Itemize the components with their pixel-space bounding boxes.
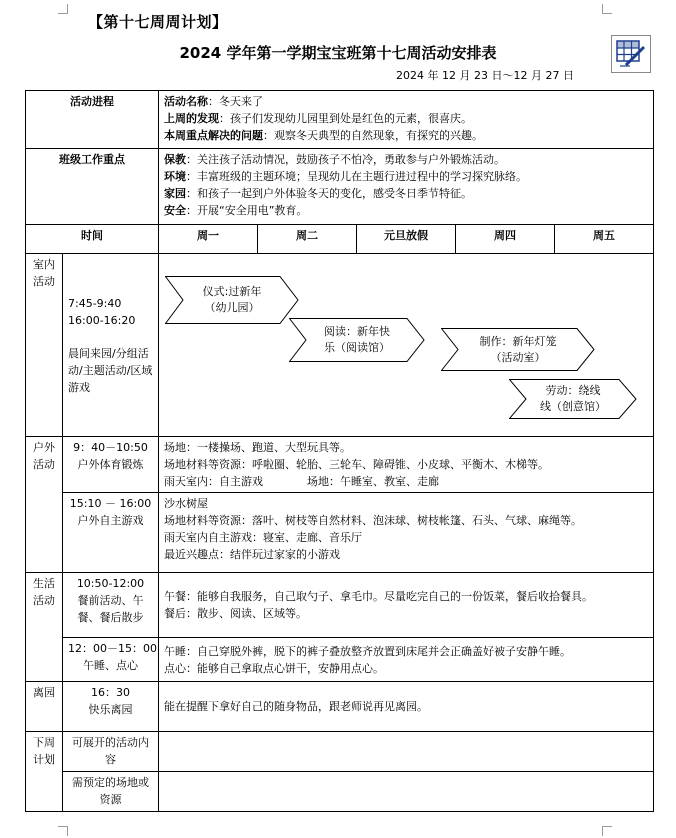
row-class-focus [26,149,654,225]
nap-content [159,638,654,682]
date-range: 2024 年 12 月 23 日～12 月 27 日 [396,69,574,82]
outdoor-free-time: 15:10 － 16:00 户外自主游戏 [63,493,159,573]
corner-mark-bottom-right [602,826,612,836]
corner-mark-top-left [58,4,68,14]
day-header-tue: 周二 [258,225,357,254]
row-next-week-activities [26,732,654,772]
indoor-description: 晨间来园/分组活动/主题活动/区域游戏 [68,346,153,394]
flow-arrow-line: 劳动：绕线 [545,384,601,397]
day-header-mon: 周一 [159,225,258,254]
outdoor-free-content [159,493,654,573]
next-week-resources-content[interactable] [159,772,654,812]
focus-item: 保教：关注孩子活动情况，鼓励孩子不怕冷，勇敢参与户外锻炼活动。 [164,153,505,166]
activity-progress-label: 活动进程 [26,91,159,149]
outdoor-interest-line: 最近兴趣点：结伴玩过家家的小游戏 [164,548,340,561]
last-week-discovery-line: 上周的发现：孩子们发现幼儿园里到处是红色的元素，很喜庆。 [164,112,472,125]
corner-mark-bottom-left [58,826,68,836]
nap-line: 午睡：自己穿脱外裤，脱下的裤子叠放整齐放置到床尾并会正确盖好被子安静午睡。 [164,644,571,658]
next-week-activities-label: 可展开的活动内容 [63,732,159,772]
after-lunch-line: 餐后：散步、阅读、区域等。 [164,607,307,620]
outdoor-label: 户外活动 [26,437,63,573]
row-nap [26,638,654,682]
day-header-fri: 周五 [555,225,654,254]
activity-name-line: 活动名称：冬天来了 [164,95,263,108]
nap-time: 12：00－15：00 午睡、点心 [63,638,159,682]
row-lunch [26,573,654,638]
flow-arrow-line: 制作：新年灯笼 [479,334,557,348]
weekly-problem-line: 本周重点解决的问题：观察冬天典型的自然现象，有探究的兴趣。 [164,129,483,142]
flow-arrow-line: 线（创意馆） [540,400,606,413]
outdoor-sports-time: 9：40－10:50 户外体育锻炼 [63,437,159,493]
next-week-label: 下周计划 [26,732,63,812]
corner-mark-top-right [602,4,612,14]
flow-arrow-line: 仪式:过新年 [202,285,262,298]
indoor-time-cell [63,254,159,437]
day-header-thu: 周四 [456,225,555,254]
outdoor-materials-line: 场地材料等资源：呼啦圈、轮胎、三轮车、障碍锥、小皮球、平衡木、木梯等。 [164,458,549,471]
flow-arrow-line: 乐（阅读馆） [324,341,390,354]
lunch-time: 10:50-12:00 餐前活动、午餐、餐后散步 [63,573,159,638]
schedule-table [25,90,654,812]
grid-pen-icon[interactable] [611,35,651,73]
indoor-flow [159,254,654,437]
focus-item: 家园：和孩子一起到户外体验冬天的变化，感受冬日季节特征。 [164,187,472,200]
snack-line: 点心：能够自己拿取点心饼干，安静用点心。 [164,661,384,675]
class-focus-label: 班级工作重点 [26,149,159,225]
leave-label: 离园 [26,682,63,732]
next-week-activities-content[interactable] [159,732,654,772]
flow-arrow-line: 阅读：新年快 [324,325,390,338]
row-outdoor-sports [26,437,654,493]
flow-arrow-line: （活动室） [490,350,546,364]
row-leave [26,682,654,732]
outdoor-rain-line: 雨天室内自主游戏：寝室、走廊、音乐厅 [164,531,362,544]
leave-time: 16：30 快乐离园 [63,682,159,732]
week-plan-label: 【第十七周周计划】 [88,13,228,31]
indoor-time-morning: 7:45-9:40 [68,296,122,310]
row-indoor [26,254,654,437]
next-week-resources-label: 需预定的场地或资源 [63,772,159,812]
row-days-header [26,225,654,254]
indoor-time-afternoon: 16:00-16:20 [68,313,136,327]
outdoor-sports-content [159,437,654,493]
leave-content: 能在提醒下拿好自己的随身物品，跟老师说再见离园。 [159,682,654,732]
outdoor-materials-line: 场地材料等资源：落叶、树枝等自然材料、泡沫球、树枝帐篷、石头、气球、麻绳等。 [164,514,582,527]
lunch-line: 午餐：能够自我服务，自己取勺子、拿毛巾。尽量吃完自己的一份饭菜，餐后收拾餐具。 [164,590,593,603]
focus-item: 环境：丰富班级的主题环境；呈现幼儿在主题行进过程中的学习探究脉络。 [164,170,527,183]
row-activity-progress [26,91,654,149]
outdoor-site-line: 沙水树屋 [164,497,208,510]
page-title: 2024 学年第一学期宝宝班第十七周活动安排表 [179,44,497,62]
row-outdoor-free-play [26,493,654,573]
lunch-content [159,573,654,638]
class-focus-content [159,149,654,225]
activity-progress-content [159,91,654,149]
life-label: 生活活动 [26,573,63,682]
outdoor-rain-line: 雨天室内：自主游戏 场地：午睡室、教室、走廊 [164,475,439,488]
row-next-week-resources [26,772,654,812]
day-header-holiday: 元旦放假 [357,225,456,254]
outdoor-site-line: 场地：一楼操场、跑道、大型玩具等。 [164,441,351,454]
time-header: 时间 [26,225,159,254]
flow-arrow-line: （幼儿园） [204,301,260,314]
indoor-label: 室内活动 [26,254,63,437]
focus-item: 安全：开展“安全用电”教育。 [164,204,308,217]
